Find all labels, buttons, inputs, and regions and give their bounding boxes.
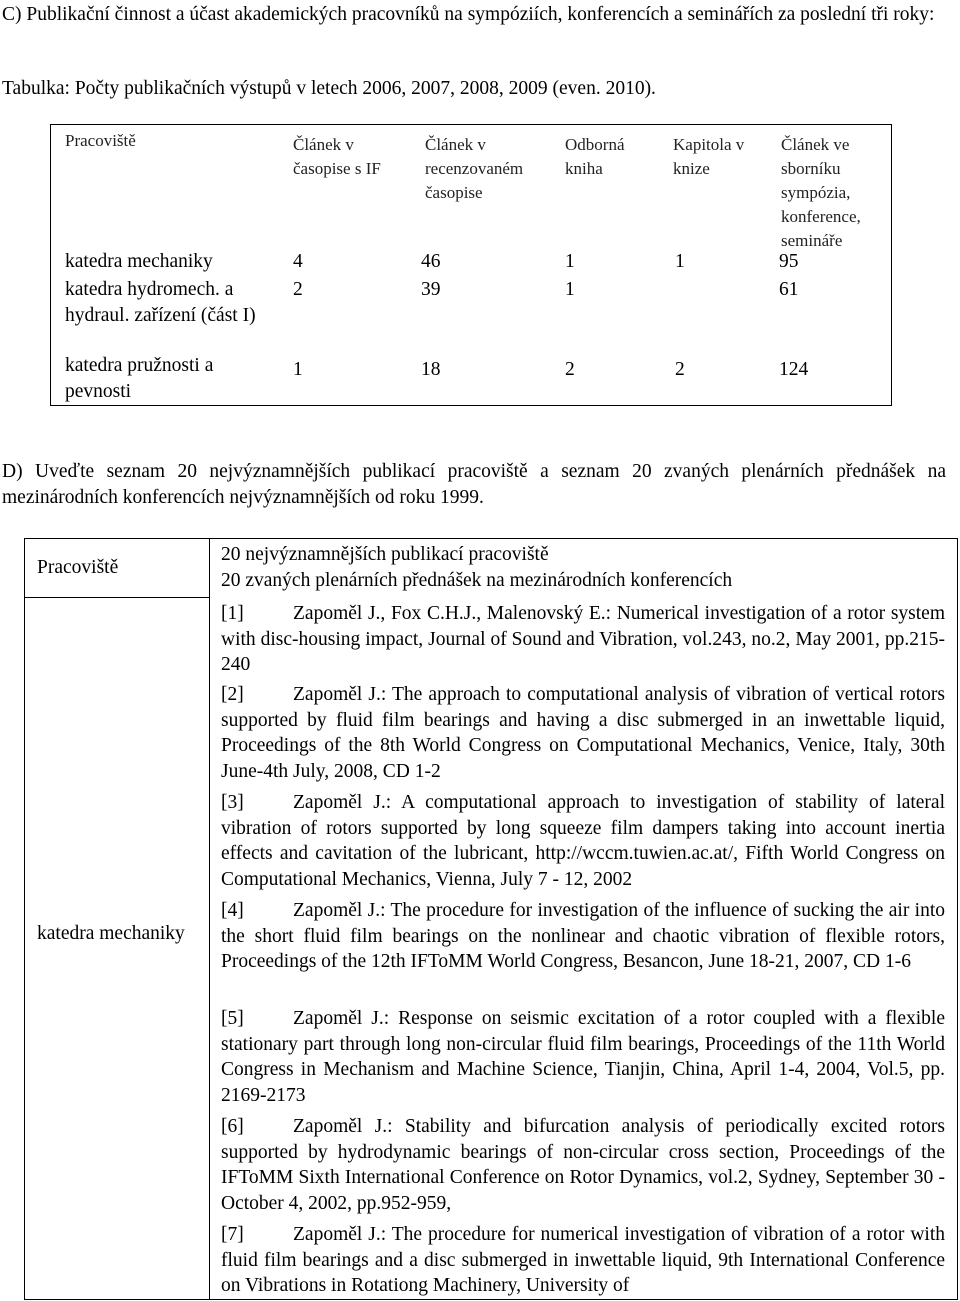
publication-text: Zapoměl J.: The procedure for investigation of the influence of sucking the air into the short fluid film bearings on the nonlinear and chaotic vibration of flexible rotors, Proceedings of the 12th IFToMM World Congress, Besancon, June 18-21, 2007, CD 1-6 (221, 900, 945, 973)
table-caption: Tabulka: Počty publikačních výstupů v letech 2006, 2007, 2008, 2009 (even. 2010). (2, 78, 656, 99)
row-value: 1 (675, 251, 685, 272)
row-value: 4 (293, 251, 303, 272)
row-value: 2 (565, 359, 575, 380)
table2-department-name: katedra mechaniky (37, 923, 185, 944)
row-value: 1 (565, 279, 575, 300)
header-chapter: Kapitola v knize (673, 135, 745, 178)
row-value: 1 (293, 359, 303, 380)
publication-number: [6] (221, 1116, 244, 1137)
row-value: 46 (421, 251, 441, 272)
header-proceedings: Článek ve sborníku sympózia, konference, semináře (781, 135, 861, 250)
table2-header-department: Pracoviště (37, 557, 119, 578)
header-line-2: 20 zvaných plenárních přednášek na mezinárodních konferencích (221, 570, 733, 591)
publication-text: Zapoměl J.: The procedure for numerical investigation of vibration of a rotor with fluid film bearings and a disc submerged in inwettable liquid, 9th International Conference on Vibrations in Rotationg Machinery, University of (221, 1224, 945, 1297)
row-value: 61 (779, 279, 799, 300)
publication-item (221, 601, 945, 678)
publication-number: [7] (221, 1224, 244, 1245)
header-journal-if: Článek v časopise s IF (293, 135, 381, 178)
row-value: 2 (293, 279, 303, 300)
publication-item (221, 1006, 945, 1108)
row-value: 124 (779, 359, 809, 380)
publication-text: Zapoměl J., Fox C.H.J., Malenovský E.: Numerical investigation of a rotor system with disc-housing impact, Journal of Sound and Vibration, vol.243, no.2, May 2001, pp.215-240 (221, 603, 945, 676)
publication-item (221, 1222, 945, 1299)
row-name: katedra mechaniky (65, 251, 213, 272)
publication-number: [2] (221, 684, 244, 705)
publication-text: Zapoměl J.: Stability and bifurcation analysis of periodically excited rotors supported by hydrodynamic bearings of non-circular cross section, Proceedings of the IFToMM Sixth International Conference on Rotor Dynamics, vol.2, Sydney, September 30 - October 4, 2002, pp.952-959, (221, 1116, 945, 1214)
row-value: 39 (421, 279, 441, 300)
publication-item (221, 790, 945, 892)
row-value: 2 (675, 359, 685, 380)
publication-counts-table (50, 124, 892, 406)
publication-item (221, 1114, 945, 1216)
publication-number: [5] (221, 1008, 244, 1029)
publication-text: Zapoměl J.: The approach to computational analysis of vibration of vertical rotors supported by fluid film bearings and having a disc submerged in an inwettable liquid, Proceedings of the 8th World Congress on Computational Mechanics, Venice, Italy, 30th June-4th July, 2008, CD 1-2 (221, 684, 945, 782)
publication-item (221, 898, 945, 975)
publication-number: [4] (221, 900, 244, 921)
row-value: 1 (565, 251, 575, 272)
row-value: 18 (421, 359, 441, 380)
column-divider (209, 539, 210, 1299)
header-reviewed-journal: Článek v recenzovaném časopise (425, 135, 524, 202)
publication-number: [3] (221, 792, 244, 813)
row-name: katedra hydromech. a hydraul. zařízení (část I) (65, 279, 256, 326)
table2-header-publications (221, 542, 732, 594)
publication-text: Zapoměl J.: A computational approach to investigation of stability of lateral vibration of rotors supported by long squeeze film dampers taking into account inertia effects and cavitation of the lubricant, http://wccm.tuwien.ac.at/, Fifth World Congress on Computational Mechanics, Vienna, July 7 - 12, 2002 (221, 792, 945, 890)
publication-number: [1] (221, 603, 244, 624)
header-department: Pracoviště (65, 131, 136, 150)
row-value: 95 (779, 251, 799, 272)
section-d-heading: D) Uveďte seznam 20 nejvýznamnějších publikací pracoviště a seznam 20 zvaných plenárních přednášek na mezinárodních konferencích nejvýznamnějších od roku 1999. (2, 461, 946, 508)
header-book: Odborná kniha (565, 135, 625, 178)
section-c-heading: C) Publikační činnost a účast akademických pracovníků na sympóziích, konferencích a seminářích za poslední tři roky: (2, 4, 935, 25)
row-name: katedra pružnosti a pevnosti (65, 355, 214, 402)
header-divider (25, 597, 210, 598)
publication-text: Zapoměl J.: Response on seismic excitation of a rotor coupled with a flexible stationary part through long non-circular fluid film bearings, Proceedings of the 11th World Congress in Mechanism and Machine Science, Tianjin, China, April 1-4, 2004, Vol.5, pp. 2169-2173 (221, 1008, 945, 1106)
publication-item (221, 682, 945, 784)
header-line-1: 20 nejvýznamnějších publikací pracoviště (221, 544, 549, 565)
publications-table (24, 538, 958, 1300)
